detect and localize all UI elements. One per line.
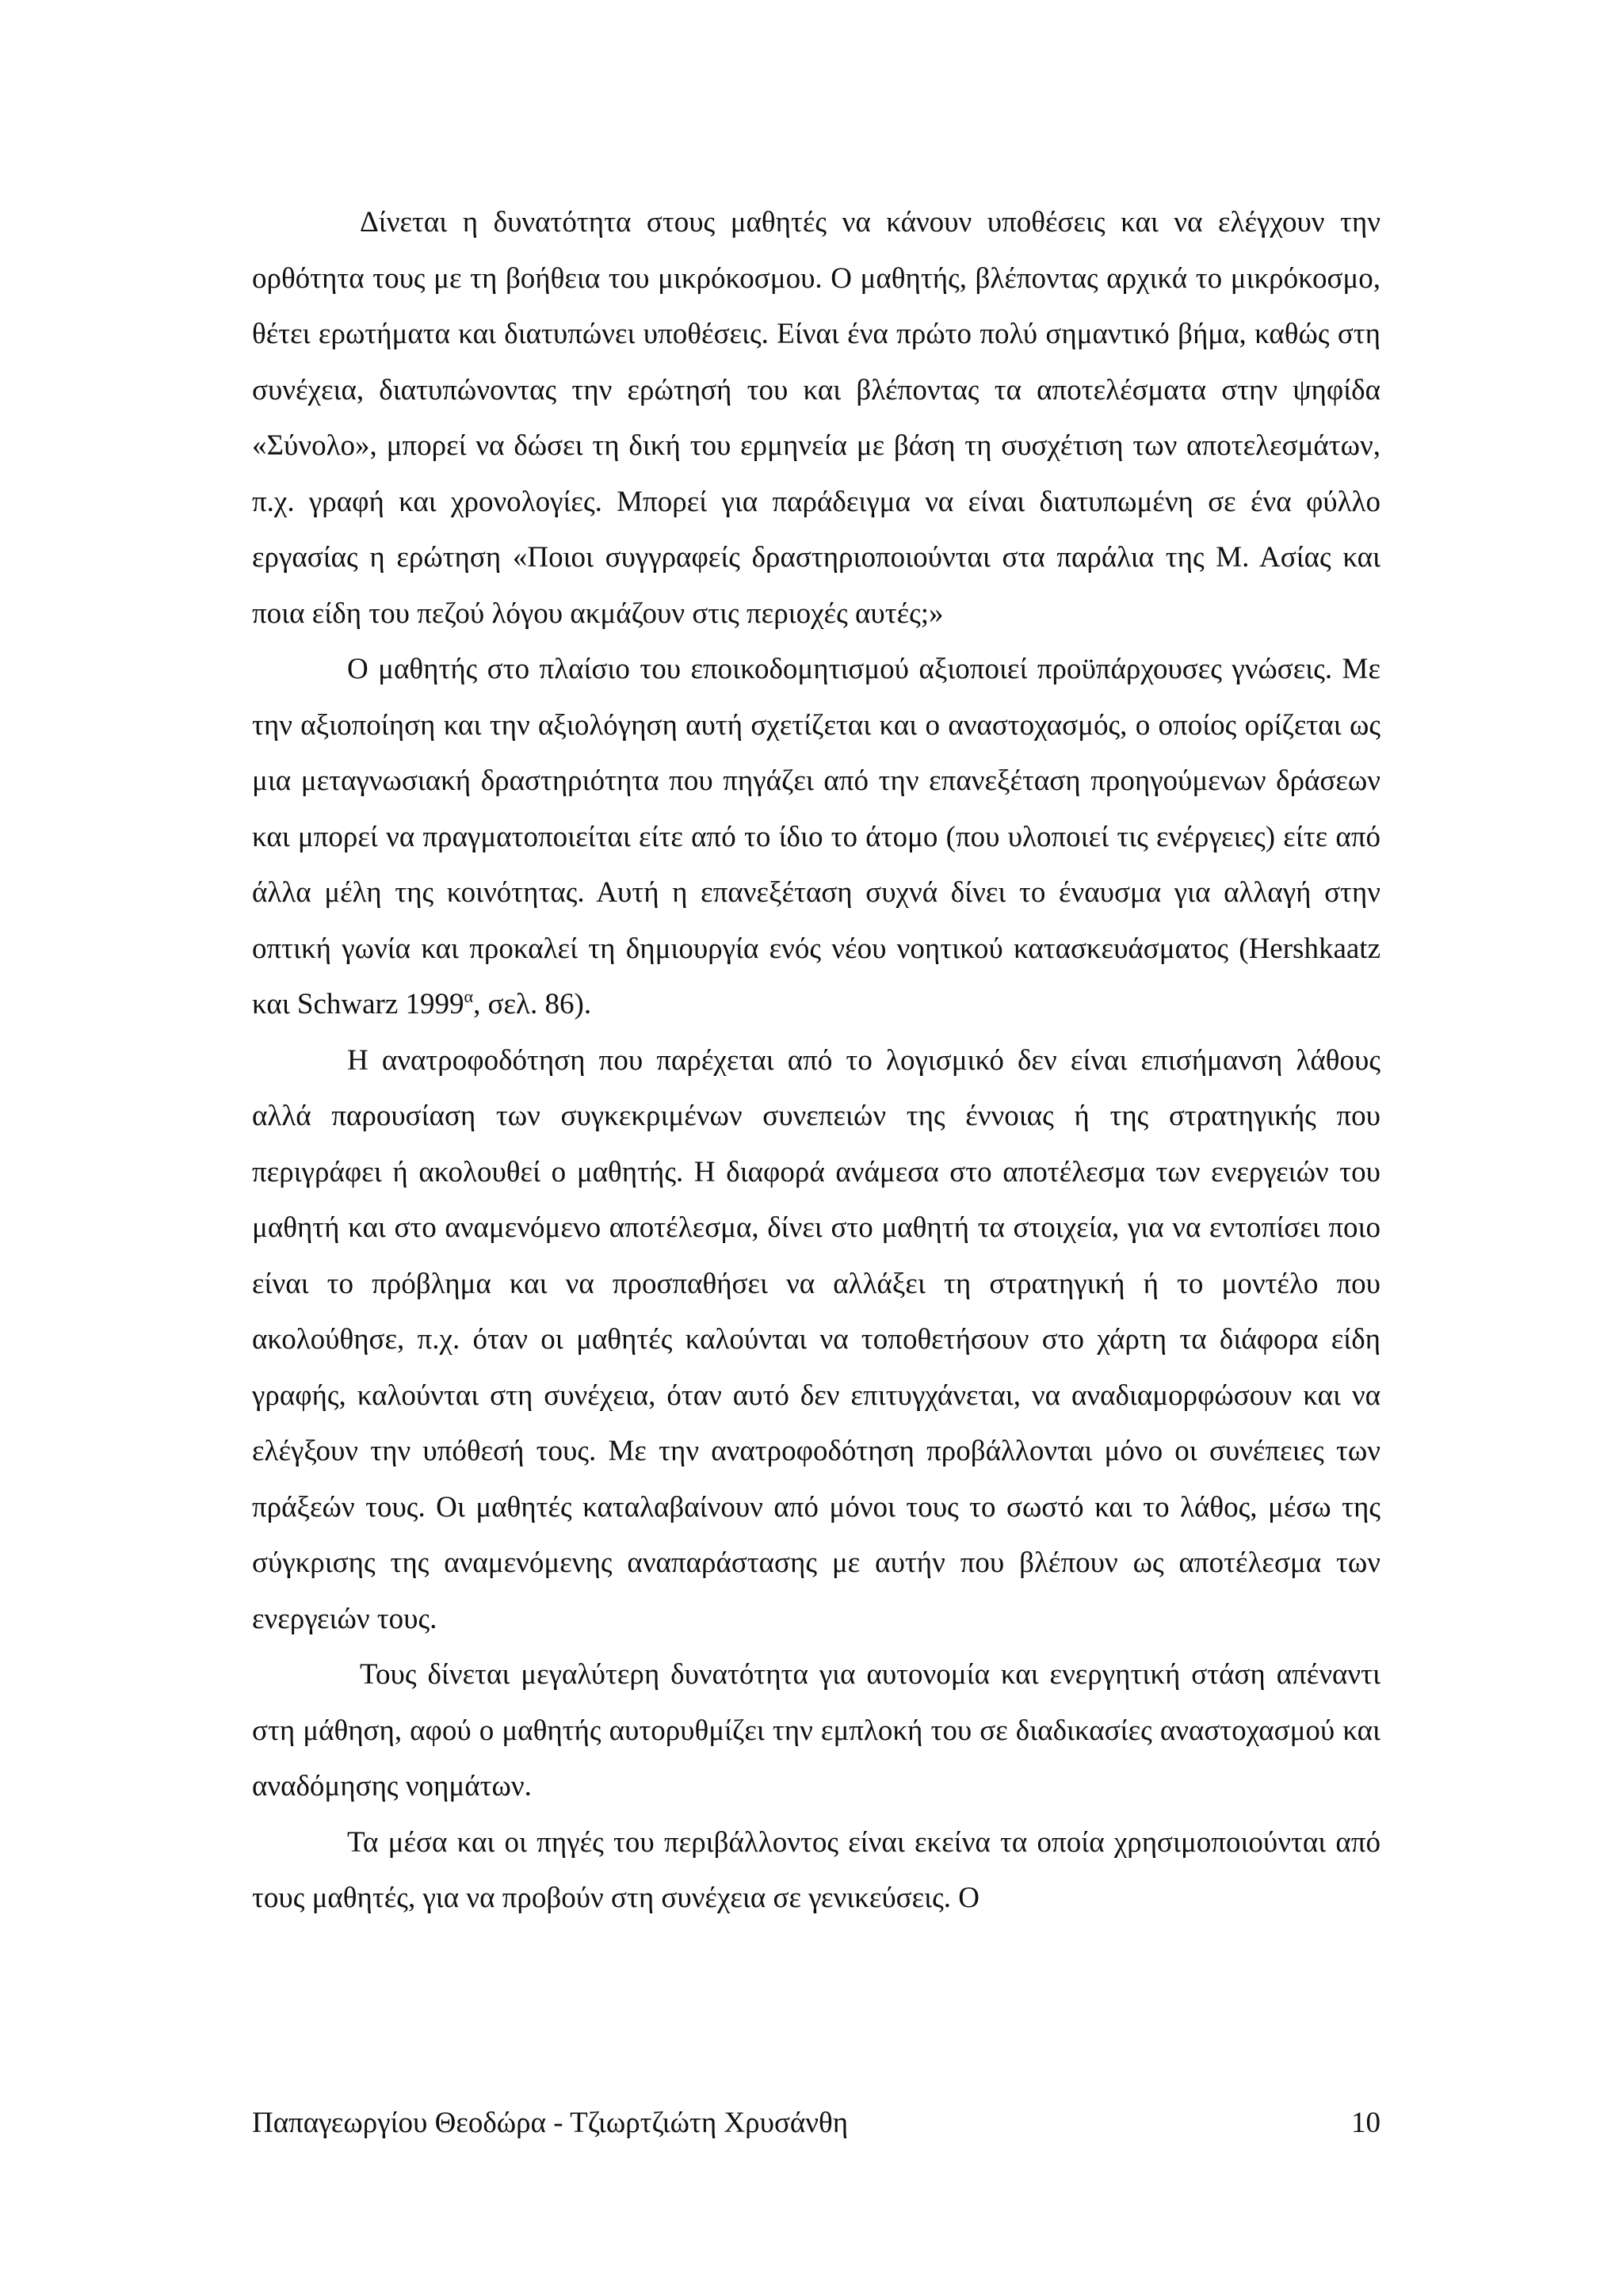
paragraph: Τους δίνεται μεγαλύτερη δυνατότητα για αυτονομία και ενεργητική στάση απέναντι στη μάθηση, αφού ο μαθητής αυτορυθμίζει την εμπλοκή του σε διαδικασίες αναστοχασμού και αναδόμησης νοημάτων. bbox=[252, 1658, 1381, 1802]
superscript: α bbox=[464, 986, 474, 1006]
paragraph: Τα μέσα και οι πηγές του περιβάλλοντος είναι εκείνα τα οποία χρησιμοποιούνται από τους μαθητές, για να προβούν στη συνέχεια σε γενικεύσεις. Ο bbox=[252, 1825, 1381, 1914]
paragraph: Η ανατροφοδότηση που παρέχεται από το λογισμικό δεν είναι επισήμανση λάθους αλλά παρουσίαση των συγκεκριμένων συνεπειών της έννοιας ή της στρατηγικής που περιγράφει ή ακολουθεί ο μαθητής. Η διαφορά ανάμεσα στο αποτέλεσμα των ενεργειών του μαθητή και στο αναμενόμενο αποτέλεσμα, δίνει στο μαθητή τα στοιχεία, για να εντοπίσει ποιο είναι το πρόβλημα και να προσπαθήσει να αλλάξει τη στρατηγική ή το μοντέλο που ακολούθησε, π.χ. όταν οι μαθητές καλούνται να τοποθετήσουν στο χάρτη τα διάφορα είδη γραφής, καλούνται στη συνέχεια, όταν αυτό δεν επιτυγχάνεται, να αναδιαμορφώσουν και να ελέγξουν την υπόθεσή τους. Με την ανατροφοδότηση προβάλλονται μόνο οι συνέπειες των πράξεών τους. Οι μαθητές καταλαβαίνουν από μόνοι τους το σωστό και το λάθος, μέσω της σύγκρισης της αναμενόμενης αναπαράστασης με αυτήν που βλέπουν ως αποτέλεσμα των ενεργειών τους. bbox=[252, 1043, 1381, 1635]
page-footer bbox=[252, 2103, 1381, 2143]
footer-authors: Παπαγεωργίου Θεοδώρα - Τζιωρτζιώτη Χρυσάνθη bbox=[252, 2107, 849, 2139]
page-body bbox=[252, 195, 1381, 1927]
paragraph: Δίνεται η δυνατότητα στους μαθητές να κάνουν υποθέσεις και να ελέγχουν την ορθότητα τους με τη βοήθεια του μικρόκοσμου. Ο μαθητής, βλέποντας αρχικά το μικρόκοσμο, θέτει ερωτήματα και διατυπώνει υποθέσεις. Είναι ένα πρώτο πολύ σημαντικό βήμα, καθώς στη συνέχεια, διατυπώνοντας την ερώτησή του και βλέποντας τα αποτελέσματα στην ψηφίδα «Σύνολο», μπορεί να δώσει τη δική του ερμηνεία με βάση τη συσχέτιση των αποτελεσμάτων, π.χ. γραφή και χρονολογίες. Μπορεί για παράδειγμα να είναι διατυπωμένη σε ένα φύλλο εργασίας η ερώτηση «Ποιοι συγγραφείς δραστηριοποιούνται στα παράλια της Μ. Ασίας και ποια είδη του πεζού λόγου ακμάζουν στις περιοχές αυτές;» bbox=[252, 206, 1381, 630]
paragraph-text: Ο μαθητής στο πλαίσιο του εποικοδομητισμού αξιοποιεί προϋπάρχουσες γνώσεις. Με την αξιοποίηση και την αξιολόγηση αυτή σχετίζεται και ο αναστοχασμός, ο οποίος ορίζεται ως μια μεταγνωσιακή δραστηριότητα που πηγάζει από την επανεξέταση προηγούμενων δράσεων και μπορεί να πραγματοποιείται είτε από το ίδιο το άτομο (που υλοποιεί τις ενέργειες) είτε από άλλα μέλη της κοινότητας. Αυτή η επανεξέταση συχνά δίνει το έναυσμα για αλλαγή στην οπτική γωνία και προκαλεί τη δημιουργία ενός νέου νοητικού κατασκευάσματος (Hershkaatz και Schwarz 1999 bbox=[252, 653, 1381, 1020]
paragraph-text: , σελ. 86). bbox=[473, 988, 592, 1020]
paragraph bbox=[252, 642, 1381, 1033]
page-number: 10 bbox=[1351, 2107, 1381, 2139]
